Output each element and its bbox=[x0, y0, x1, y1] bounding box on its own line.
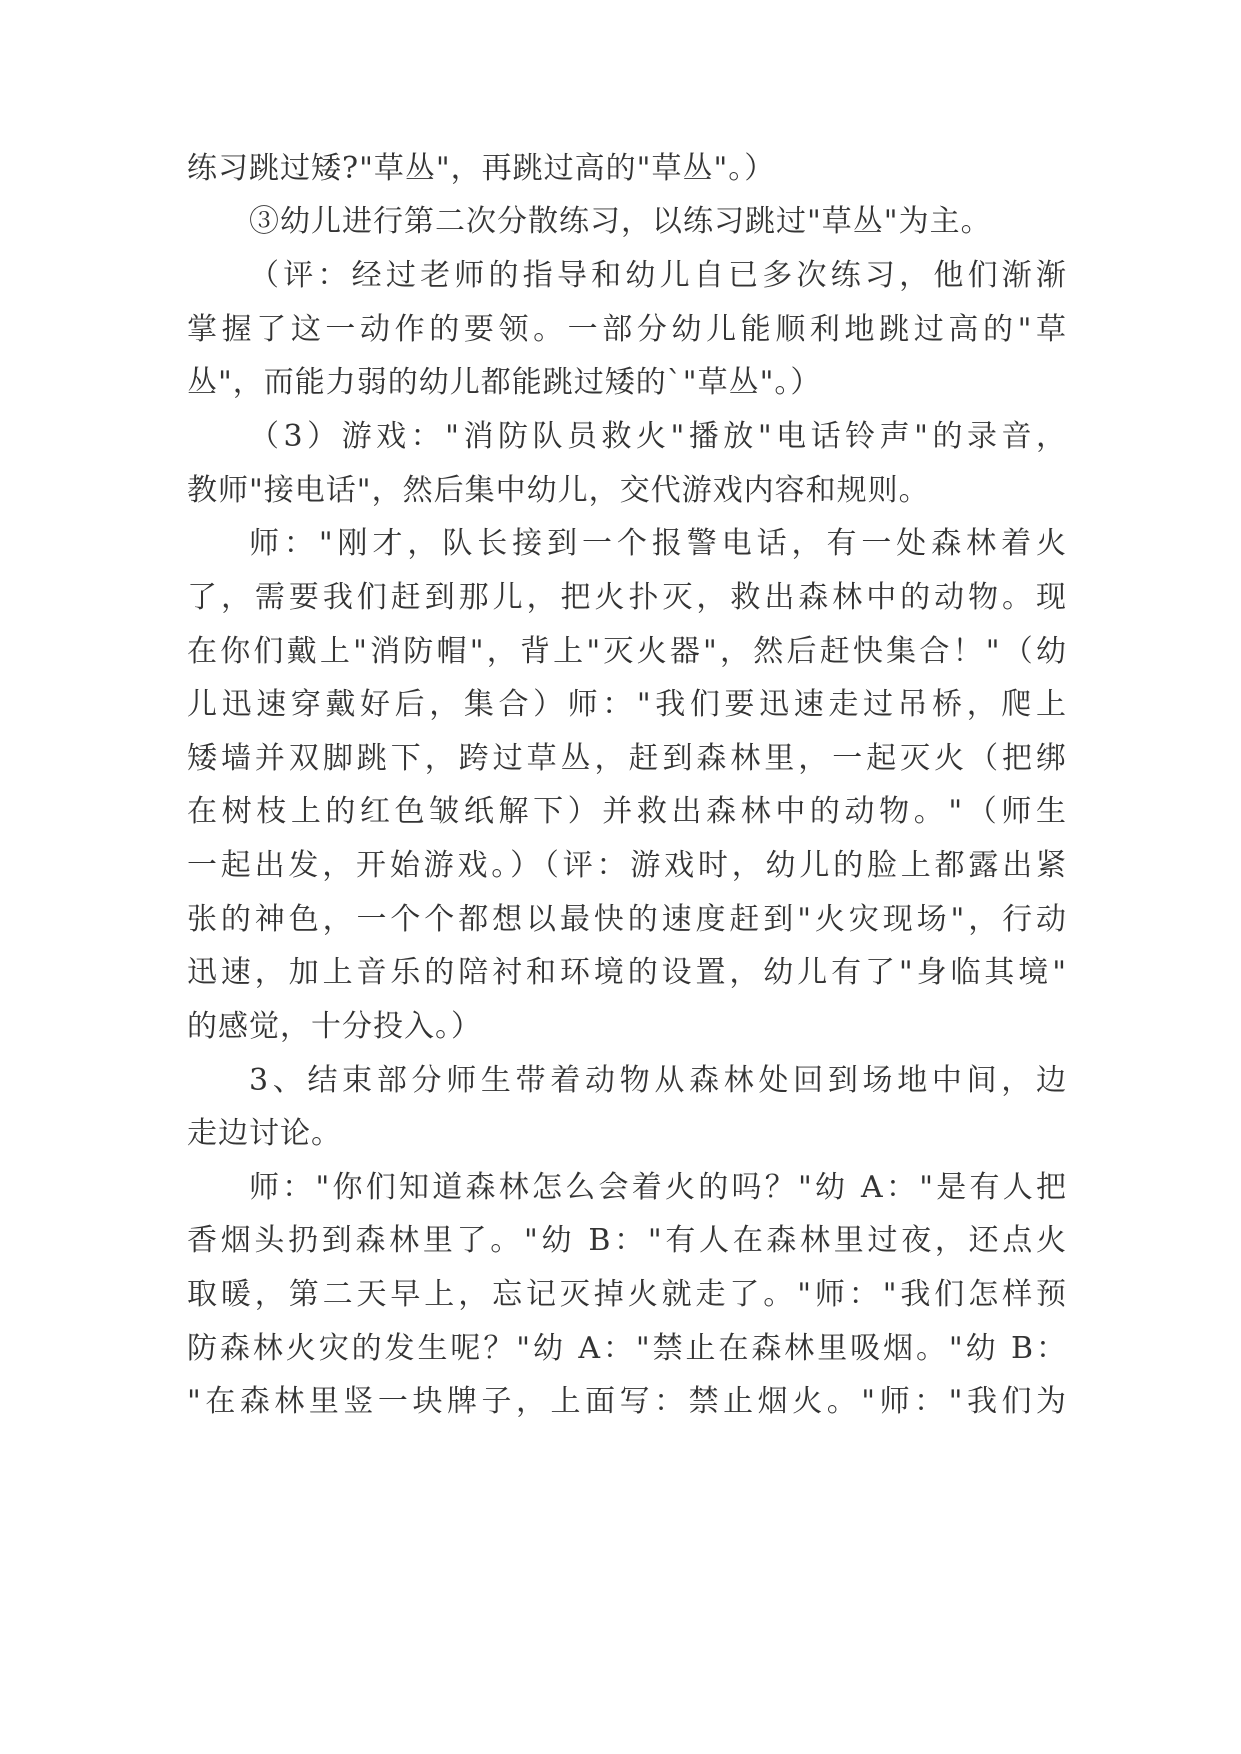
text-line: 练习跳过矮?"草丛"，再跳过高的"草丛"。） bbox=[187, 151, 776, 186]
text-line: 儿迅速穿戴好后，集合）师："我们要迅速走过吊桥，爬上 bbox=[187, 687, 1067, 722]
text-line: "在森林里竖一块牌子，上面写：禁止烟火。"师："我们为 bbox=[187, 1384, 1067, 1419]
text-line: 走边讨论。 bbox=[187, 1116, 342, 1151]
text-line: 教师"接电话"，然后集中幼儿，交代游戏内容和规则。 bbox=[187, 473, 930, 508]
text-line: 师："你们知道森林怎么会着火的吗？"幼 A："是有人把 bbox=[249, 1170, 1067, 1205]
text-line: 3、结束部分师生带着动物从森林处回到场地中间，边 bbox=[249, 1063, 1067, 1098]
text-line: 防森林火灾的发生呢？"幼 A："禁止在森林里吸烟。"幼 B： bbox=[187, 1331, 1067, 1366]
text-line: 在树枝上的红色皱纸解下）并救出森林中的动物。"（师生 bbox=[187, 794, 1067, 829]
text-line: 香烟头扔到森林里了。"幼 B："有人在森林里过夜，还点火 bbox=[187, 1223, 1067, 1258]
text-line: （3）游戏："消防队员救火"播放"电话铃声"的录音， bbox=[249, 419, 1067, 454]
text-line: 了，需要我们赶到那儿，把火扑灭，救出森林中的动物。现 bbox=[187, 580, 1067, 615]
text-line: 迅速，加上音乐的陪衬和环境的设置，幼儿有了"身临其境" bbox=[187, 955, 1067, 990]
text-line: 矮墙并双脚跳下，跨过草丛，赶到森林里，一起灭火（把绑 bbox=[187, 741, 1067, 776]
text-line: 一起出发，开始游戏。）（评：游戏时，幼儿的脸上都露出紧 bbox=[187, 848, 1067, 883]
text-line: 丛"，而能力弱的幼儿都能跳过矮的`"草丛"。） bbox=[187, 365, 822, 400]
text-line: 在你们戴上"消防帽"，背上"灭火器"，然后赶快集合！"（幼 bbox=[187, 634, 1067, 669]
text-line: 张的神色，一个个都想以最快的速度赶到"火灾现场"，行动 bbox=[187, 902, 1067, 937]
text-line: 的感觉，十分投入。） bbox=[187, 1009, 482, 1044]
text-line: ③幼儿进行第二次分散练习，以练习跳过"草丛"为主。 bbox=[249, 204, 992, 239]
text-line: 师："刚才，队长接到一个报警电话，有一处森林着火 bbox=[249, 526, 1067, 561]
text-line: 掌握了这一动作的要领。一部分幼儿能顺利地跳过高的"草 bbox=[187, 312, 1067, 347]
text-line: 取暖，第二天早上，忘记灭掉火就走了。"师："我们怎样预 bbox=[187, 1277, 1067, 1312]
text-line: （评：经过老师的指导和幼儿自已多次练习，他们渐渐 bbox=[249, 258, 1067, 293]
